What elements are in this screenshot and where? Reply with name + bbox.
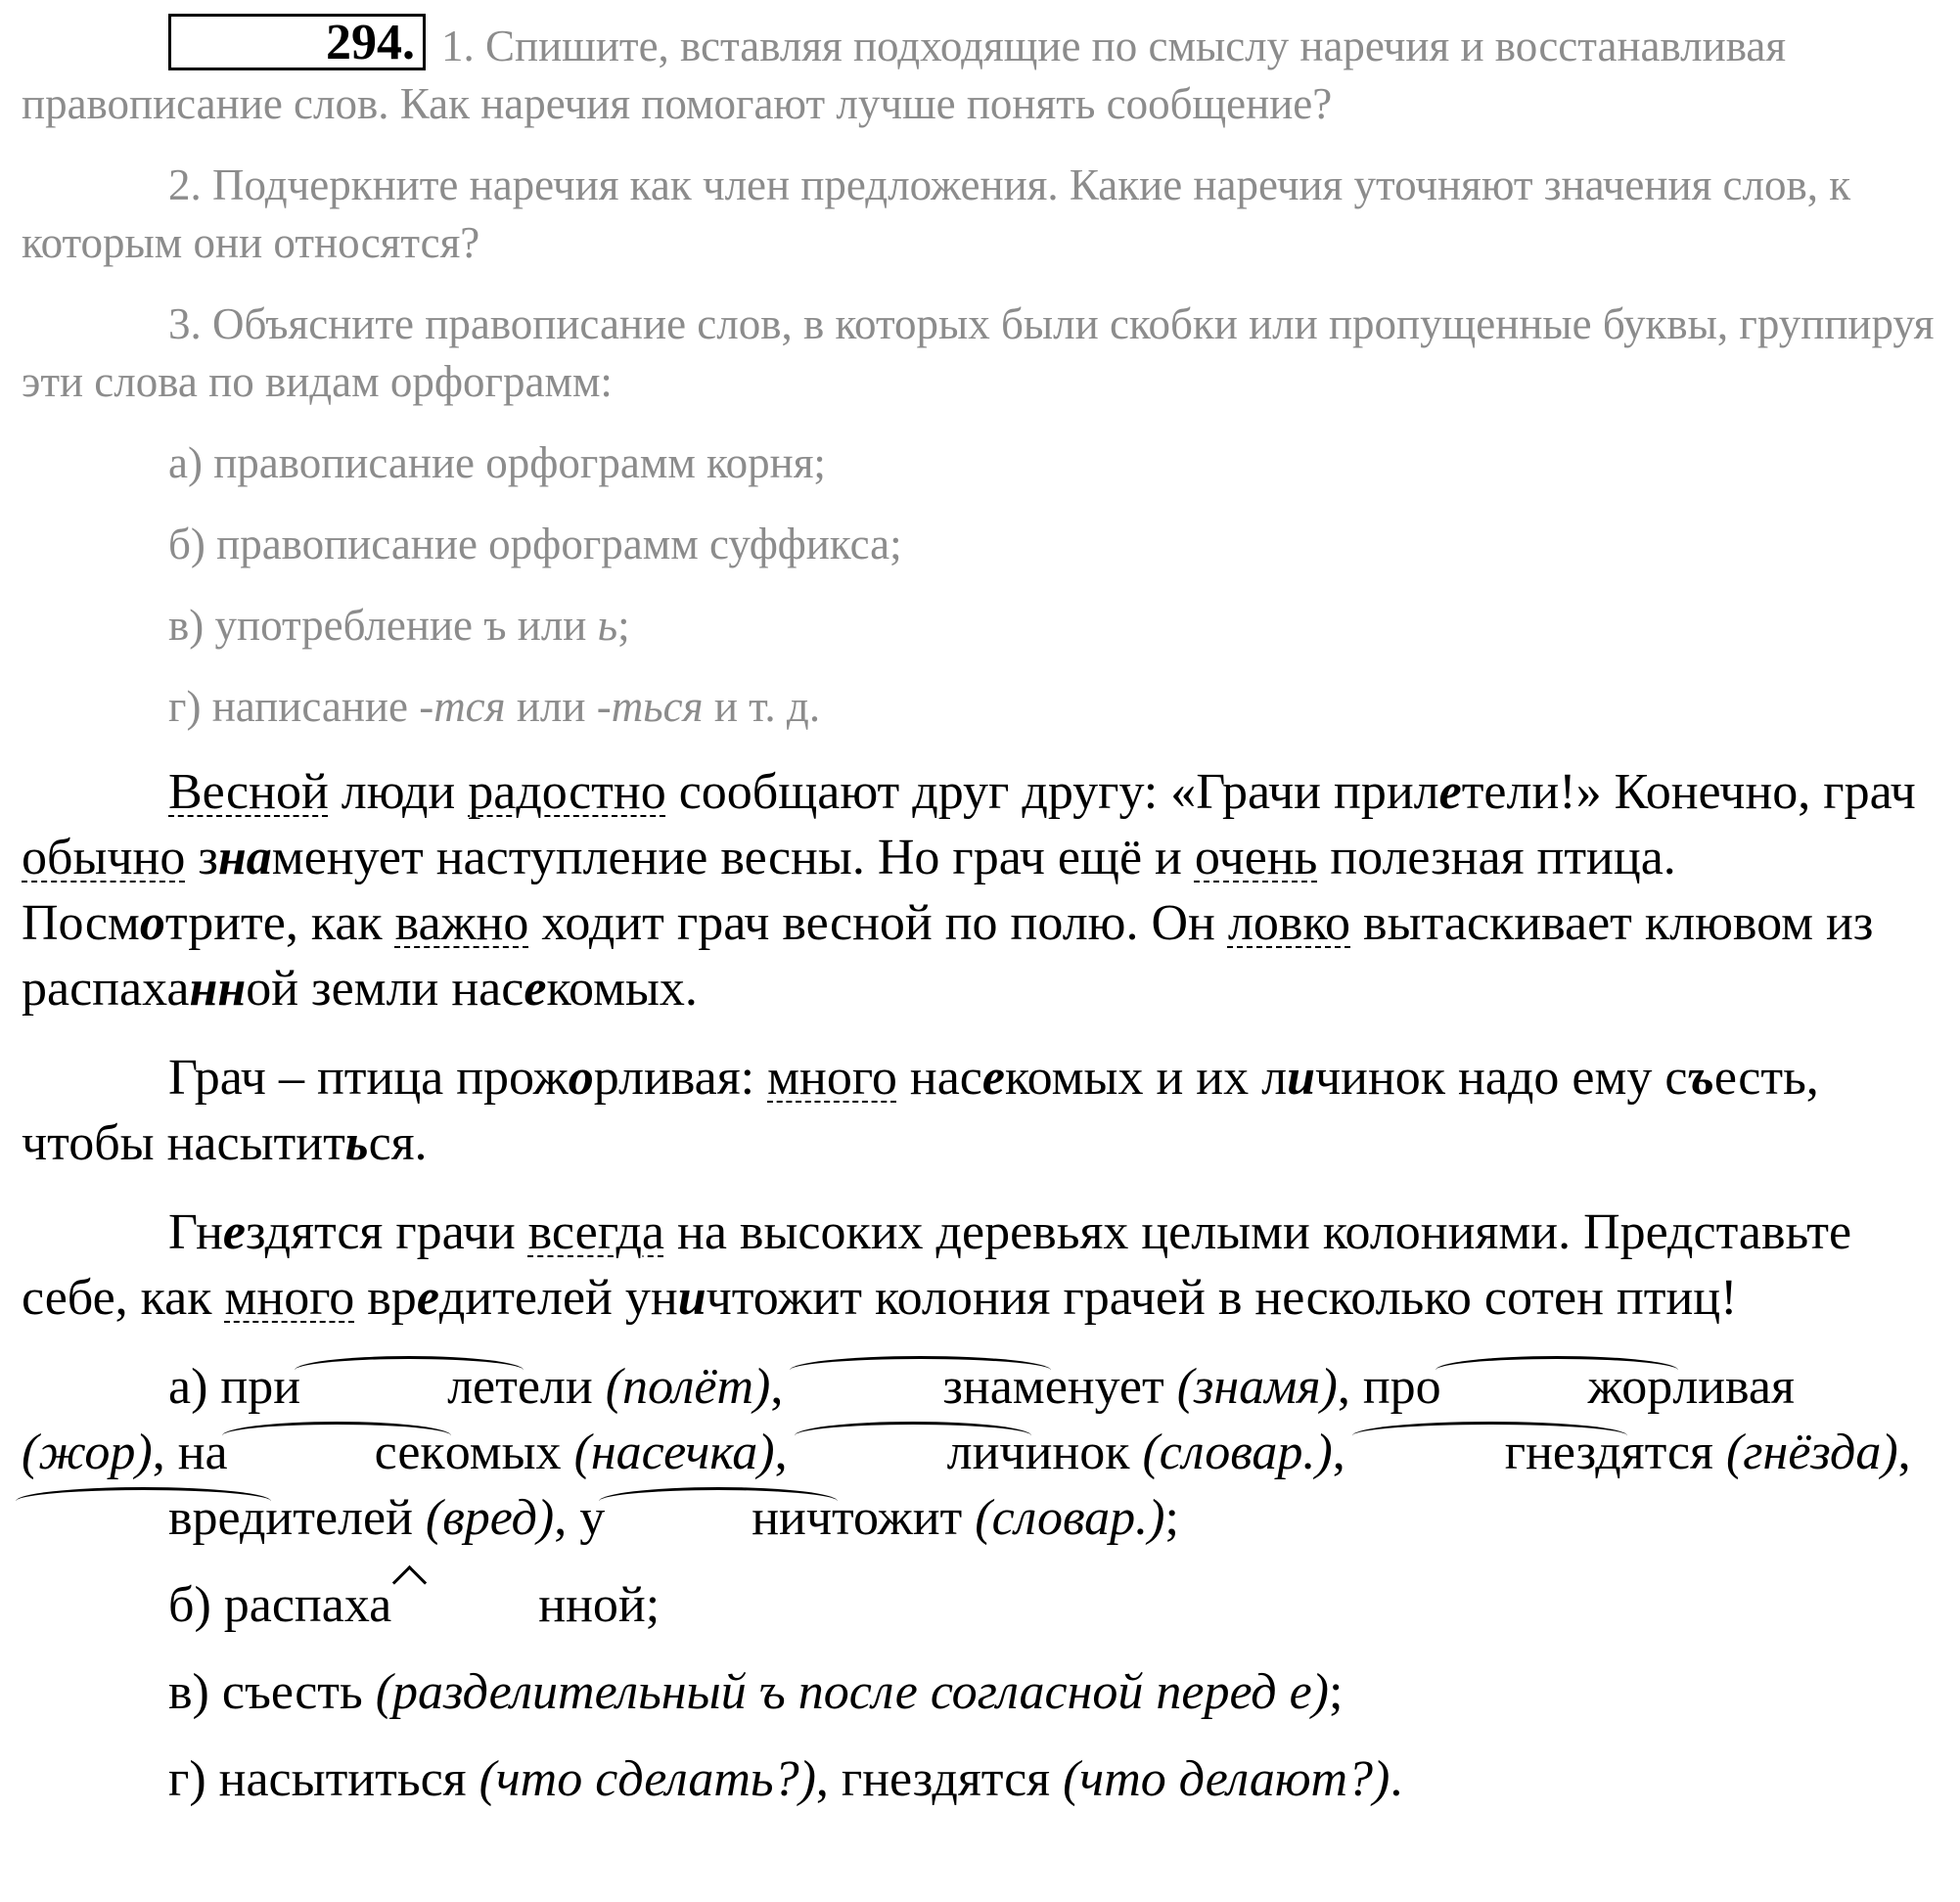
inserted-letter: о (139, 895, 165, 951)
sub-item-b: б) правописание орфограмм суффикса; (168, 520, 902, 568)
answer-g: г) насытиться (что сделать?), гнездятся (что делают?). (168, 1751, 1403, 1807)
root-arc: знам (796, 1354, 1044, 1420)
inserted-letter: о (568, 1050, 594, 1106)
adverb: много (224, 1270, 355, 1326)
sub-g-tsya-soft: -ться (596, 682, 704, 731)
root-arc: жор (1441, 1354, 1673, 1420)
check-word: (вред) (425, 1490, 555, 1546)
adverb: радостно (468, 764, 666, 820)
task-block (22, 14, 1939, 736)
inserted-letter: и (677, 1270, 707, 1326)
task-2: 2. Подчеркните наречия как член предложения. Какие наречия уточняют значения слов, к которым они относятся? (22, 160, 1851, 267)
text-paragraph-2: Грач – птица прожорливая: много насекомых и их личинок надо ему съесть, чтобы насытиться. (22, 1050, 1819, 1171)
root-arc: сек (228, 1420, 445, 1485)
adverb: обычно (22, 830, 186, 885)
inserted-letter: нн (189, 961, 247, 1017)
task-1-text: 1. Спишите, вставляя подходящие по смыслу наречия и восстанавливая правописание слов. Как наречия помогают лучше понять сообщение? (22, 22, 1787, 128)
answer-b: б) распаха нной; (22, 1572, 1939, 1638)
inserted-letter: е (1438, 764, 1462, 820)
inserted-letter: ъ (1687, 1050, 1714, 1106)
sub-v-soft-sign: ь (597, 601, 618, 650)
inserted-letter: е (416, 1270, 439, 1326)
adverb: важно (394, 895, 529, 951)
check-word: (словар.) (1142, 1425, 1333, 1480)
inserted-letter: е (524, 961, 547, 1017)
inserted-letter: на (217, 830, 272, 885)
inserted-letter: и (1287, 1050, 1315, 1106)
sub-item-v (22, 597, 1939, 655)
sub-item-a: а) правописание орфограмм корня; (168, 438, 826, 487)
root-arc: лет (300, 1354, 518, 1420)
adverb: всегда (527, 1204, 664, 1260)
check-word: (жор) (22, 1425, 153, 1480)
adverb: много (767, 1050, 897, 1106)
sub-v-text: в) употребление ъ или (168, 601, 598, 650)
answer-a: а) при летели (полёт), знаменует (знамя), про жорливая (жор), на секомых (насечка), личинок (словар.), гнездятся (гнёзда), вредителей (вред), у ничтожит (словар.); (22, 1354, 1939, 1551)
sub-g-end: и т. д. (703, 682, 821, 731)
main-text (22, 759, 1939, 1331)
text-paragraph-3: Гнездятся грачи всегда на высоких деревьях целыми колониями. Представьте себе, как много вредителей уничтожит колония грачей в несколько сотен птиц! (22, 1204, 1852, 1326)
task-1 (22, 14, 1939, 133)
adverb: очень (1194, 830, 1318, 885)
question: (что делают?) (1063, 1751, 1390, 1807)
sub-g-text: г) написание (168, 682, 420, 731)
question: (что сделать?) (479, 1751, 816, 1807)
sub-item-g (22, 678, 1939, 736)
adverb: ловко (1227, 895, 1351, 951)
text-paragraph-1: Весной люди радостно сообщают друг другу: «Грачи прилетели!» Конечно, грач обычно знаменует наступление весны. Но грач ещё и очень полезная птица. Посмотрите, как важно ходит грач весной по полю. Он ловко вытаскивает клювом из распаханной земли насекомых. (22, 764, 1916, 1017)
page (22, 14, 1939, 1834)
inserted-letter: ь (344, 1115, 369, 1171)
check-word: (знамя) (1176, 1359, 1338, 1415)
check-word: (гнёзда) (1725, 1425, 1898, 1480)
check-word: (полёт) (605, 1359, 771, 1415)
check-word: (словар.) (975, 1490, 1165, 1546)
answer-v: в) съесть (разделительный ъ после согласной перед е); (168, 1664, 1344, 1720)
inserted-letter: е (222, 1204, 247, 1260)
exercise-number: 294. (168, 14, 426, 70)
root-arc: лич (800, 1420, 1026, 1485)
inserted-letter: е (981, 1050, 1005, 1106)
check-word: (насечка) (573, 1425, 775, 1480)
suffix-mark: нн (391, 1572, 593, 1638)
sub-g-or: или (505, 682, 597, 731)
root-arc: гнезд (1358, 1420, 1621, 1485)
sub-g-tsya: -тся (419, 682, 506, 731)
adverb: Весной (168, 764, 329, 820)
root-arc: вред (22, 1485, 265, 1551)
answers (22, 1354, 1939, 1812)
root-arc: нич (605, 1485, 832, 1551)
explanation: (разделительный ъ после согласной перед е) (375, 1664, 1329, 1720)
sub-v-end: ; (617, 601, 630, 650)
task-3: 3. Объясните правописание слов, в которых были скобки или пропущенные буквы, группируя эти слова по видам орфограмм: (22, 299, 1935, 406)
